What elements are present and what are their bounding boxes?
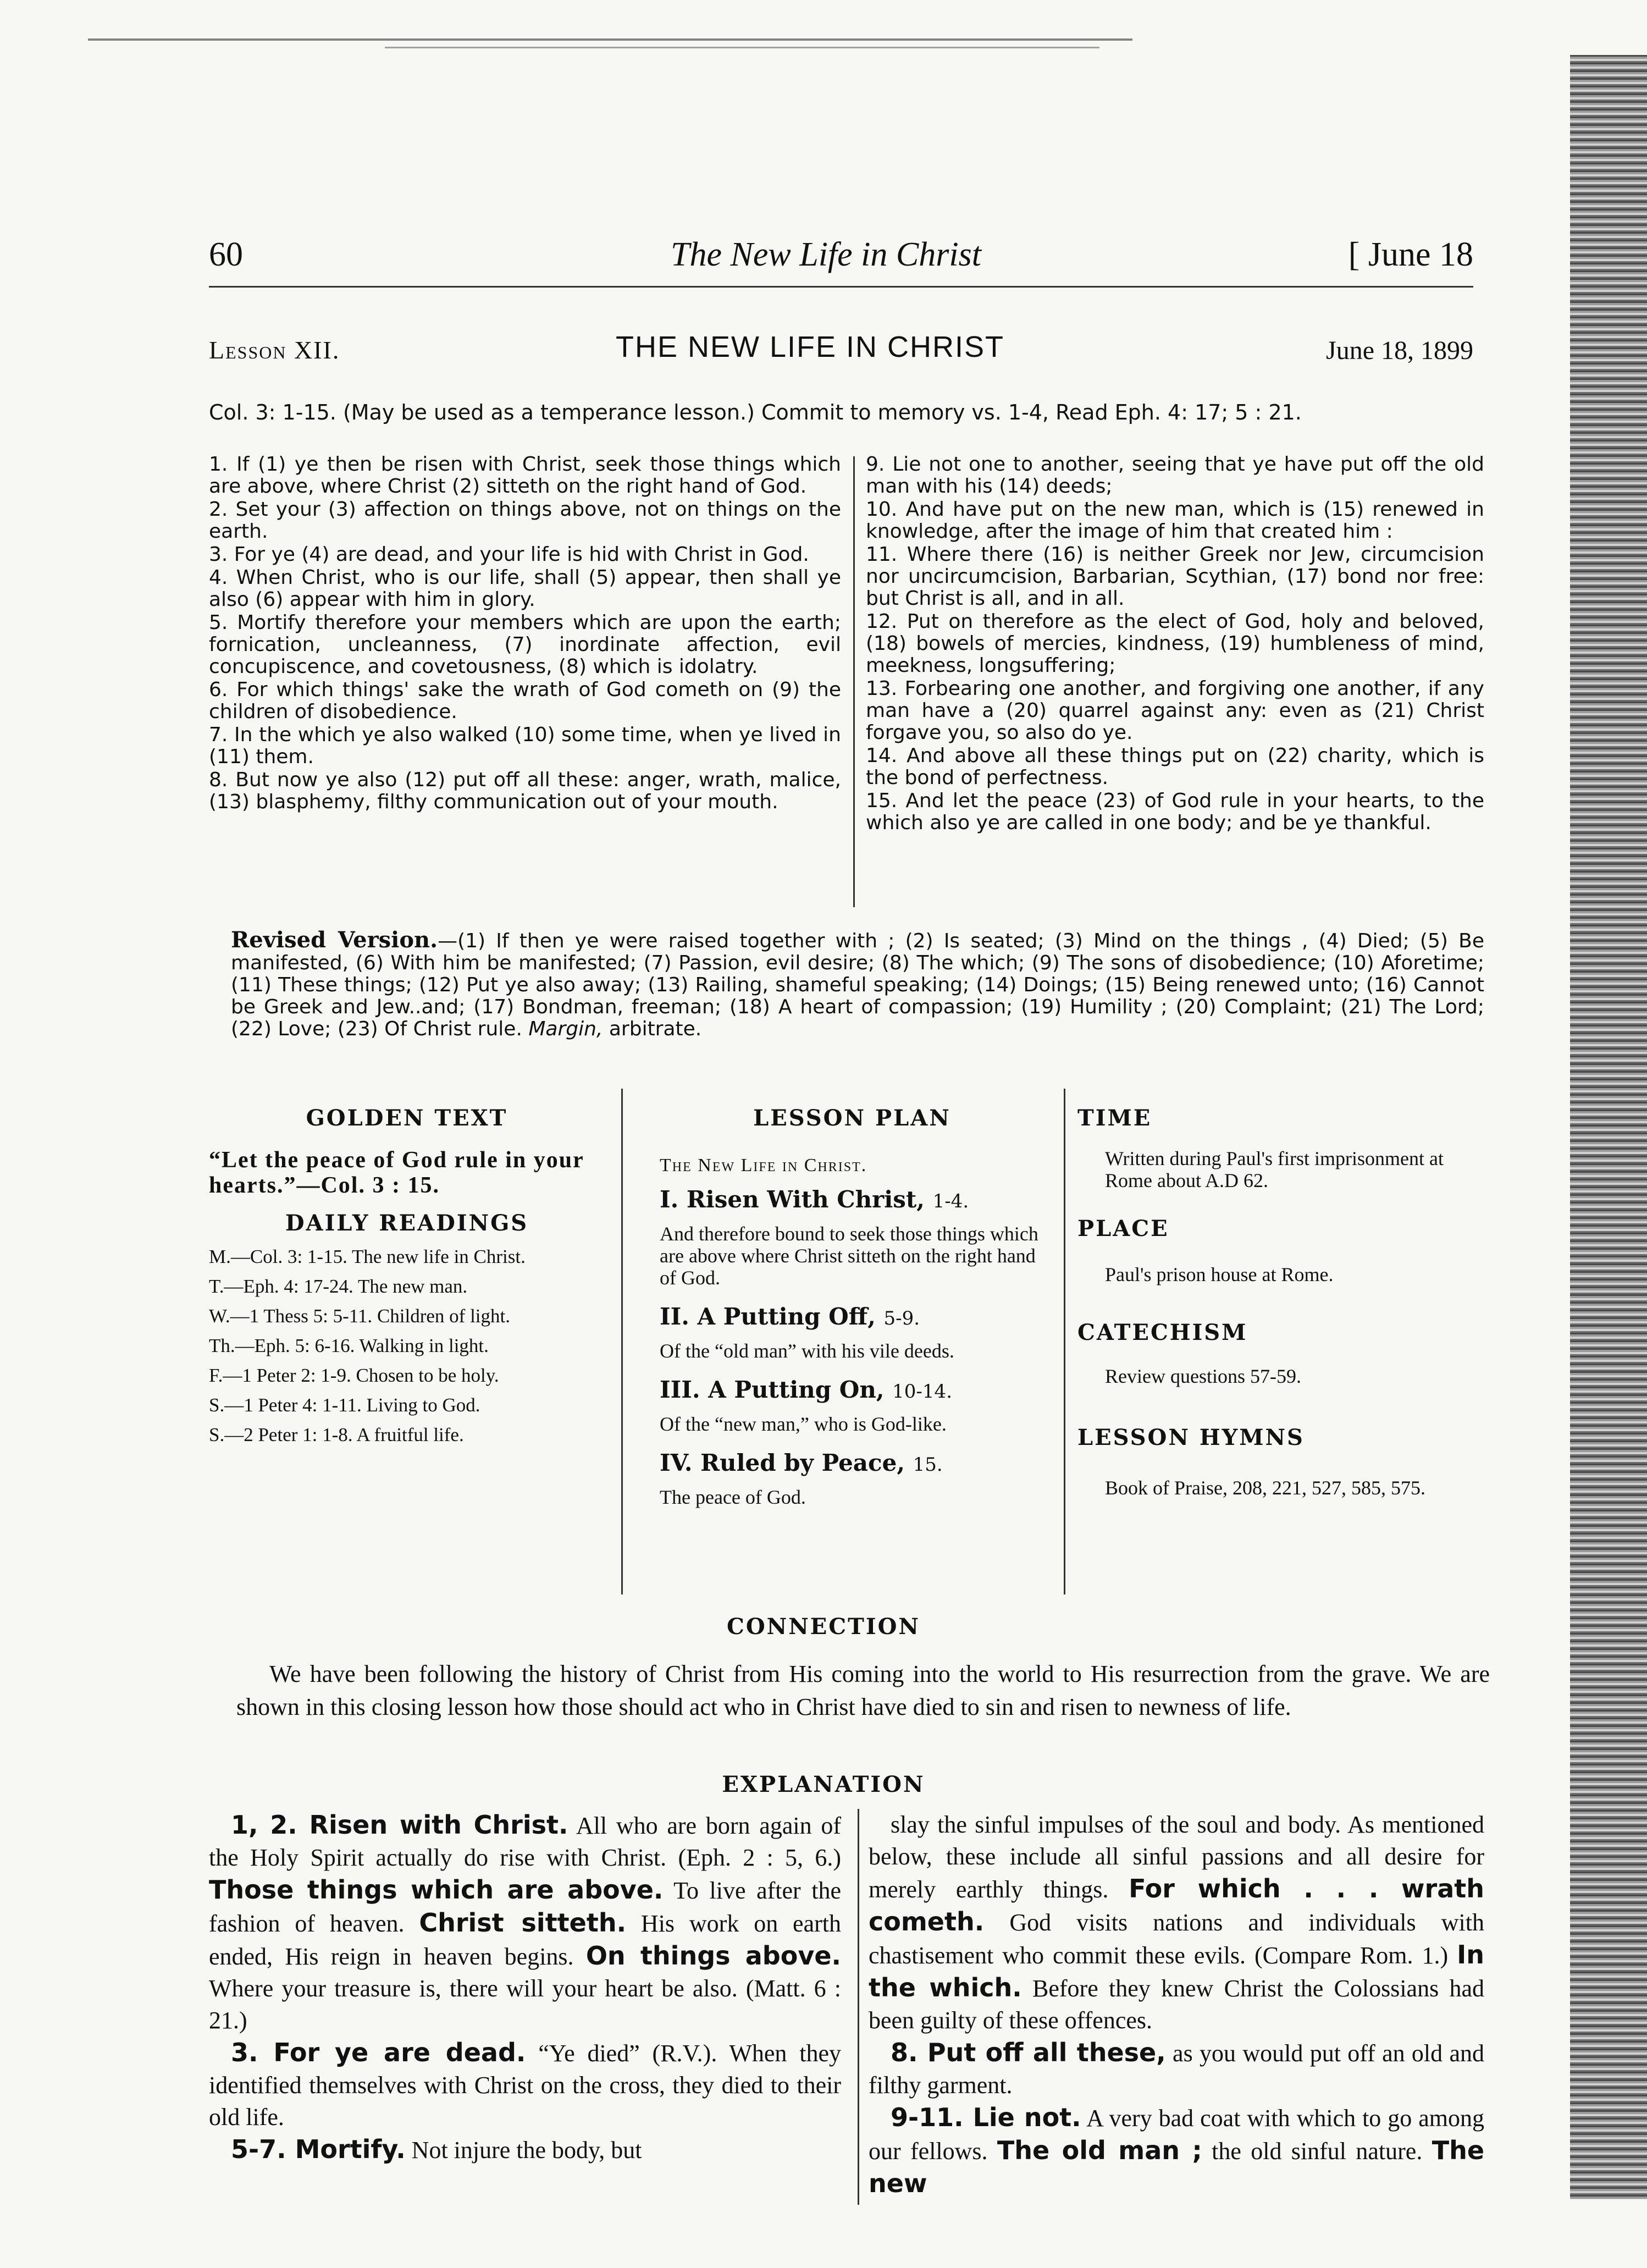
- explanation-keyword: 1, 2. Risen with Christ.: [231, 1810, 568, 1840]
- reading-title: The new life in Christ.: [351, 1246, 526, 1267]
- lesson-plan-point-title: [660, 1376, 1044, 1403]
- scripture-verse: 4. When Christ, who is our life, shall (5) appear, then shall ye also (6) appear with him in glory.: [209, 566, 841, 611]
- lesson-plan-subtitle: The New Life in Christ.: [660, 1155, 867, 1176]
- scripture-verse: 12. Put on therefore as the elect of God, holy and beloved, (18) bowels of mercies, kindness, (19) humbleness of mind, meekness, longsuffering;: [866, 610, 1484, 677]
- reading-title: A fruitful life.: [356, 1424, 464, 1445]
- explanation-keyword: 9-11. Lie not.: [891, 2103, 1081, 2132]
- time-text: Written during Paul's first imprisonment at Rome about A.D 62.: [1105, 1147, 1444, 1191]
- lesson-plan-point-title: [660, 1303, 1044, 1330]
- reading-title: Walking in light.: [359, 1335, 489, 1356]
- reading-ref: —Eph. 5: 6-16.: [235, 1335, 355, 1356]
- point-description: Of the “old man” with his vile deeds.: [660, 1340, 954, 1362]
- point-description: And therefore bound to seek those things which are above where Christ sitteth on the right hand of God.: [660, 1223, 1038, 1289]
- head-rule: [209, 286, 1473, 288]
- explanation-keyword: Christ sitteth.: [419, 1908, 627, 1938]
- hymns-text: Book of Praise, 208, 221, 527, 585, 575.: [1105, 1477, 1425, 1499]
- page-edge-shadow: [1570, 55, 1647, 2199]
- scripture-verse: 7. In the which ye also walked (10) some time, when ye lived in (11) them.: [209, 724, 841, 768]
- scripture-verse: 6. For which things' sake the wrath of God cometh on (9) the children of disobedience.: [209, 678, 841, 723]
- explanation-text: To live after the fashion of heaven.: [209, 1877, 841, 1937]
- point-title: III. A Putting On,: [660, 1376, 885, 1403]
- explanation-text: slay the sinful impulses of the soul and body. As mentioned below, these include all sinful passions and all desire for merely earthly things.: [869, 1811, 1484, 1903]
- explanation-text: as you would put off an old and filthy garment.: [869, 2040, 1485, 2099]
- explanation-keyword: The old man ;: [997, 2135, 1202, 2165]
- explanation-heading: EXPLANATION: [722, 1772, 925, 1797]
- lesson-date: June 18, 1899: [1326, 336, 1473, 365]
- explanation-paragraph: [869, 2101, 1484, 2200]
- lesson-plan-point-title: [660, 1186, 1044, 1213]
- lesson-plan-point-title: [660, 1449, 1044, 1476]
- explanation-paragraph: [209, 2037, 841, 2133]
- explanation-keyword: Those things which are above.: [209, 1875, 664, 1905]
- point-title: I. Risen With Christ,: [660, 1186, 925, 1213]
- lesson-plan-points: [660, 1186, 1044, 1508]
- scripture-verse: 2. Set your (3) affection on things above, not on things on the earth.: [209, 498, 841, 543]
- revised-version-text: —(1) If then ye were raised together with ; (2) Is seated; (3) Mind on the things , (4) Died; (5) Be manifested, (6) With him be manifested; (7) Passion, evil desire; (8) The which; (9) The sons of disobedience; (10) Aforetime; (11) These things; (12) Put ye also away; (13) Railing, shameful speaking; (14) Doings; (15) Being renewed unto; (16) Cannot be Greek and Jew..and; (17) Bondman, freeman; (18) A heart of compassion; (19) Humility ; (20) Complaint; (21) The Lord; (22) Love; (23) Of Christ rule.: [231, 930, 1484, 1040]
- reading-ref: —1 Peter 2: 1-9.: [223, 1365, 351, 1386]
- reading-title: Children of light.: [377, 1305, 510, 1327]
- scripture-verse: 10. And have put on the new man, which is (15) renewed in knowledge, after the image of him that created him :: [866, 498, 1484, 543]
- box-rule-2: [1064, 1089, 1065, 1594]
- box-rule-1: [621, 1089, 623, 1594]
- explanation-keyword: In the which.: [869, 1940, 1484, 2002]
- daily-reading-item: [209, 1335, 605, 1357]
- catechism-heading: CATECHISM: [1077, 1320, 1248, 1345]
- reading-day: S.: [209, 1424, 225, 1445]
- daily-reading-item: [209, 1276, 605, 1298]
- lesson-plan-point: [660, 1186, 1044, 1289]
- point-verses: 1-4.: [932, 1190, 969, 1212]
- scripture-verse: 15. And let the peace (23) of God rule in your hearts, to the which also ye are called in one body; and be ye thankful.: [866, 790, 1484, 834]
- scripture-right-column: [866, 454, 1484, 835]
- golden-text-heading: GOLDEN TEXT: [306, 1105, 508, 1131]
- revised-version: [231, 929, 1484, 1040]
- reference-line: Col. 3: 1-15. (May be used as a temperance lesson.) Commit to memory vs. 1-4, Read Eph. 4: 17; 5 : 21.: [209, 400, 1302, 424]
- connection-text: We have been following the history of Christ from His coming into the world to His resurrection from the grave. We are shown in this closing lesson how those should act who in Christ have died to sin and risen to newness of life.: [236, 1660, 1490, 1720]
- explanation-keyword: 5-7. Mortify.: [231, 2134, 406, 2164]
- reading-ref: —2 Peter 1: 1-8.: [224, 1424, 353, 1445]
- explanation-text: Where your treasure is, there will your heart be also. (Matt. 6 : 21.): [209, 1975, 841, 2034]
- point-title: IV. Ruled by Peace,: [660, 1449, 905, 1476]
- explanation-text: All who are born again of the Holy Spirit actually do rise with Christ. (Eph. 2 : 5, 6.): [209, 1812, 842, 1871]
- scripture-left-column: [209, 454, 841, 814]
- explanation-paragraph: [869, 1809, 1484, 2037]
- scripture-verse: 8. But now ye also (12) put off all these: anger, wrath, malice, (13) blasphemy, filthy communication out of your mouth.: [209, 769, 841, 813]
- daily-reading-item: [209, 1365, 605, 1387]
- page-number: 60: [209, 236, 243, 273]
- running-date: [ June 18: [1348, 236, 1473, 273]
- point-description: The peace of God.: [660, 1486, 806, 1508]
- reading-day: F.: [209, 1365, 223, 1386]
- explanation-text: A very bad coat with which to go among our fellows.: [869, 2105, 1484, 2165]
- lesson-title: THE NEW LIFE IN CHRIST: [616, 330, 1005, 363]
- golden-text: “Let the peace of God rule in your hearts.”—Col. 3 : 15.: [209, 1147, 584, 1198]
- reading-ref: —Eph. 4: 17-24.: [224, 1276, 353, 1297]
- info-box: [1077, 1105, 1484, 1499]
- reading-ref: —1 Thess 5: 5-11.: [230, 1305, 373, 1327]
- explanation-keyword: On things above.: [585, 1941, 841, 1971]
- point-description: Of the “new man,” who is God-like.: [660, 1413, 947, 1435]
- lesson-plan-point: [660, 1449, 1044, 1508]
- hymns-heading: LESSON HYMNS: [1077, 1425, 1305, 1450]
- reading-ref: —Col. 3: 1-15.: [230, 1246, 347, 1267]
- explanation-keyword: The new: [869, 2135, 1485, 2198]
- reading-day: M.: [209, 1246, 231, 1267]
- scripture-verse: 13. Forbearing one another, and forgiving one another, if any man have a (20) quarrel against any: even as (21) Christ forgave you, so also do ye.: [866, 677, 1484, 744]
- lesson-plan-point: [660, 1376, 1044, 1435]
- explanation-left-column: [209, 1809, 841, 2166]
- reading-ref: —1 Peter 4: 1-11.: [224, 1394, 362, 1416]
- time-heading: TIME: [1077, 1105, 1152, 1131]
- explanation-text: God visits nations and individuals with chastisement who commit these evils. (Compare Rom. 1.): [869, 1909, 1484, 1969]
- point-verses: 5-9.: [883, 1307, 920, 1329]
- point-title: II. A Putting Off,: [660, 1303, 876, 1330]
- daily-reading-item: [209, 1424, 605, 1446]
- explanation-text: Before they knew Christ the Colossians had been guilty of these offences.: [869, 1975, 1484, 2034]
- lesson-number: Lesson XII.: [209, 336, 340, 364]
- scripture-verse: 3. For ye (4) are dead, and your life is hid with Christ in God.: [209, 543, 809, 566]
- explanation-column-rule: [858, 1809, 859, 2205]
- explanation-keyword: For which . . . wrath cometh.: [869, 1874, 1484, 1936]
- margin-label: Margin,: [528, 1018, 603, 1040]
- scan-artifact-top: [88, 38, 1132, 41]
- scripture-verse: 14. And above all these things put on (22) charity, which is the bond of perfectness.: [866, 744, 1484, 789]
- reading-title: The new man.: [357, 1276, 468, 1297]
- lesson-header: [209, 330, 1473, 368]
- explanation-right-column: [869, 1809, 1484, 2200]
- scripture-verse: 11. Where there (16) is neither Greek nor Jew, circumcision nor uncircumcision, Barbarian, Scythian, (17) bond nor free: but Christ is all, and in all.: [866, 543, 1484, 610]
- explanation-keyword: 3. For ye are dead.: [231, 2038, 526, 2067]
- catechism-text: Review questions 57-59.: [1105, 1365, 1301, 1387]
- daily-readings-heading: DAILY READINGS: [285, 1210, 529, 1236]
- daily-reading-item: [209, 1305, 605, 1327]
- explanation-paragraph: [869, 2037, 1484, 2101]
- golden-text-box: [209, 1105, 605, 1454]
- connection-heading: CONNECTION: [726, 1614, 920, 1640]
- explanation-text: “Ye died” (R.V.). When they identified themselves with Christ on the cross, they died to their old life.: [209, 2040, 841, 2131]
- running-title: The New Life in Christ: [671, 236, 981, 273]
- revised-version-label: Revised Version.: [231, 927, 438, 953]
- reading-title: Living to God.: [366, 1394, 480, 1416]
- explanation-text: Not injure the body, but: [405, 2137, 642, 2164]
- daily-readings-list: [209, 1246, 605, 1446]
- point-verses: 10-14.: [892, 1381, 952, 1403]
- place-heading: PLACE: [1077, 1216, 1169, 1241]
- reading-day: T.: [209, 1276, 224, 1297]
- daily-reading-item: [209, 1394, 605, 1416]
- reading-day: W.: [209, 1305, 230, 1327]
- lesson-plan-box: [660, 1105, 1044, 1522]
- explanation-text: the old sinful nature.: [1202, 2138, 1432, 2165]
- running-head: [209, 235, 1473, 279]
- lesson-plan-heading: LESSON PLAN: [753, 1105, 951, 1131]
- scripture-verse: 5. Mortify therefore your members which are upon the earth; fornication, uncleanness, (7) inordinate affection, evil concupiscence, and covetousness, (8) which is idolatry.: [209, 611, 841, 678]
- place-text: Paul's prison house at Rome.: [1105, 1263, 1334, 1285]
- explanation-paragraph: [209, 2133, 841, 2166]
- explanation-text: His work on earth ended, His reign in heaven begins.: [209, 1910, 841, 1970]
- scripture-verse: 1. If (1) ye then be risen with Christ, seek those things which are above, where Christ (2) sitteth on the right hand of God.: [209, 453, 841, 498]
- reading-day: S.: [209, 1394, 225, 1416]
- explanation-keyword: 8. Put off all these,: [891, 2038, 1166, 2067]
- daily-reading-item: [209, 1246, 605, 1268]
- explanation-paragraph: [209, 1809, 841, 2037]
- margin-text: arbitrate.: [603, 1018, 702, 1040]
- reading-day: Th.: [209, 1335, 235, 1356]
- scripture-verse: 9. Lie not one to another, seeing that ye have put off the old man with his (14) deeds;: [866, 453, 1484, 498]
- reading-title: Chosen to be holy.: [356, 1365, 499, 1386]
- scan-artifact-top-2: [385, 47, 1099, 48]
- lesson-plan-point: [660, 1303, 1044, 1362]
- point-verses: 15.: [913, 1454, 943, 1476]
- scripture-column-rule: [853, 456, 855, 907]
